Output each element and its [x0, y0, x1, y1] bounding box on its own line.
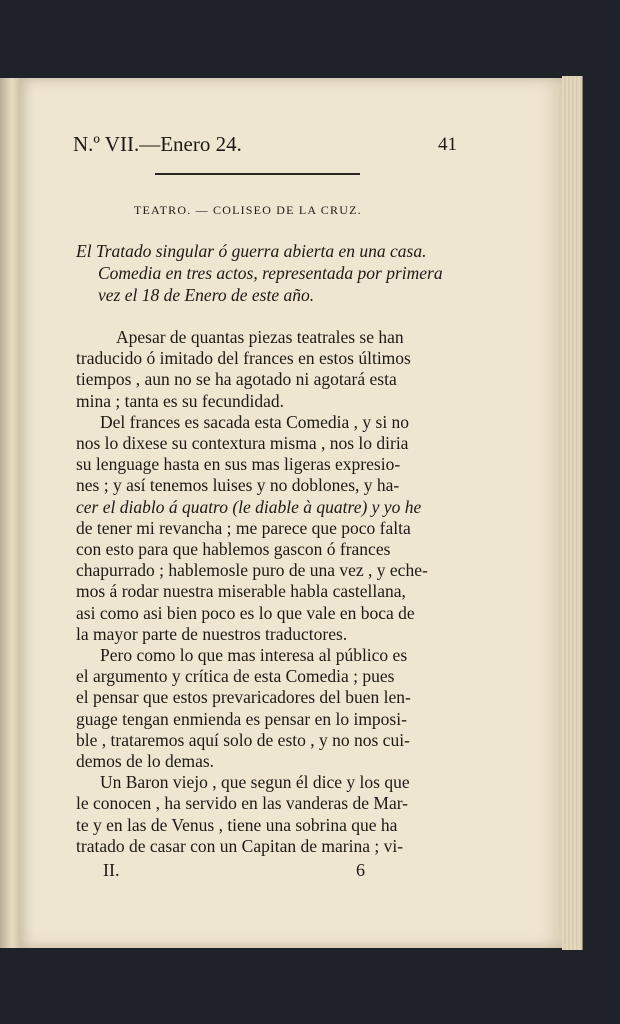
issue-header: N.º VII.—Enero 24. — [73, 132, 242, 156]
text-line: nos lo dixese su contextura misma , nos lo diria — [76, 433, 409, 454]
text-line: demos de lo demas. — [76, 751, 215, 772]
text-line: ble , trataremos aquí solo de esto , y no nos cui- — [76, 729, 410, 750]
page-number: 41 — [438, 134, 457, 155]
text-line: la mayor parte de nuestros traductores. — [76, 623, 348, 644]
volume-mark: II. — [103, 860, 120, 880]
text-line: asi como asi bien poco es lo que vale en boca de — [76, 602, 415, 623]
header-rule — [155, 173, 360, 175]
play-title-line: vez el 18 de Enero de este año. — [98, 285, 315, 305]
play-title-line: Comedia en tres actos, representada por primera — [98, 263, 443, 283]
text-line: te y en las de Venus , tiene una sobrina que ha — [76, 814, 398, 835]
text-line: tiempos , aun no se ha agotado ni agotará esta — [76, 369, 397, 390]
text-line: Pero como lo que mas interesa al público es — [100, 645, 408, 666]
text-line: de tener mi revancha ; me parece que poco falta — [76, 517, 411, 538]
text-line: cer el diablo á quatro (le diable à quatre) y yo he — [76, 496, 422, 517]
text-line: Del frances es sacada esta Comedia , y si no — [100, 411, 410, 432]
text-line: traducido ó imitado del frances en estos últimos — [76, 348, 411, 369]
text-line: mina ; tanta es su fecundidad. — [76, 390, 284, 411]
signature-mark: 6 — [356, 860, 365, 880]
left-page-edge — [0, 78, 21, 948]
text-line: guage tengan enmienda es pensar en lo imposi- — [76, 708, 407, 729]
text-line: Un Baron viejo , que segun él dice y los que — [100, 772, 410, 793]
text-line: tratado de casar con un Capitan de marina ; vi- — [76, 835, 404, 856]
text-line: el argumento y crítica de esta Comedia ; pues — [76, 666, 395, 687]
text-line: le conocen , ha servido en las vanderas de Mar- — [76, 793, 409, 814]
section-title: TEATRO. — COLISEO DE LA CRUZ. — [134, 203, 362, 217]
article-body — [76, 327, 476, 857]
right-page-edges — [562, 76, 583, 950]
text-line: el pensar que estos prevaricadores del buen len- — [76, 687, 411, 708]
text-line: nes ; y así tenemos luises y no doblones, y ha- — [76, 475, 400, 496]
text-line: Apesar de quantas piezas teatrales se han — [116, 327, 404, 347]
text-line: su lenguage hasta en sus mas ligeras expresio- — [76, 454, 401, 475]
play-title-line: El Tratado singular ó guerra abierta en una casa. — [76, 241, 427, 261]
text-line: mos á rodar nuestra miserable habla castellana, — [76, 581, 406, 602]
play-title — [76, 240, 476, 306]
text-line: chapurrado ; hablemosle puro de una vez , y eche- — [76, 560, 428, 581]
text-line: con esto para que hablemos gascon ó frances — [76, 539, 391, 560]
